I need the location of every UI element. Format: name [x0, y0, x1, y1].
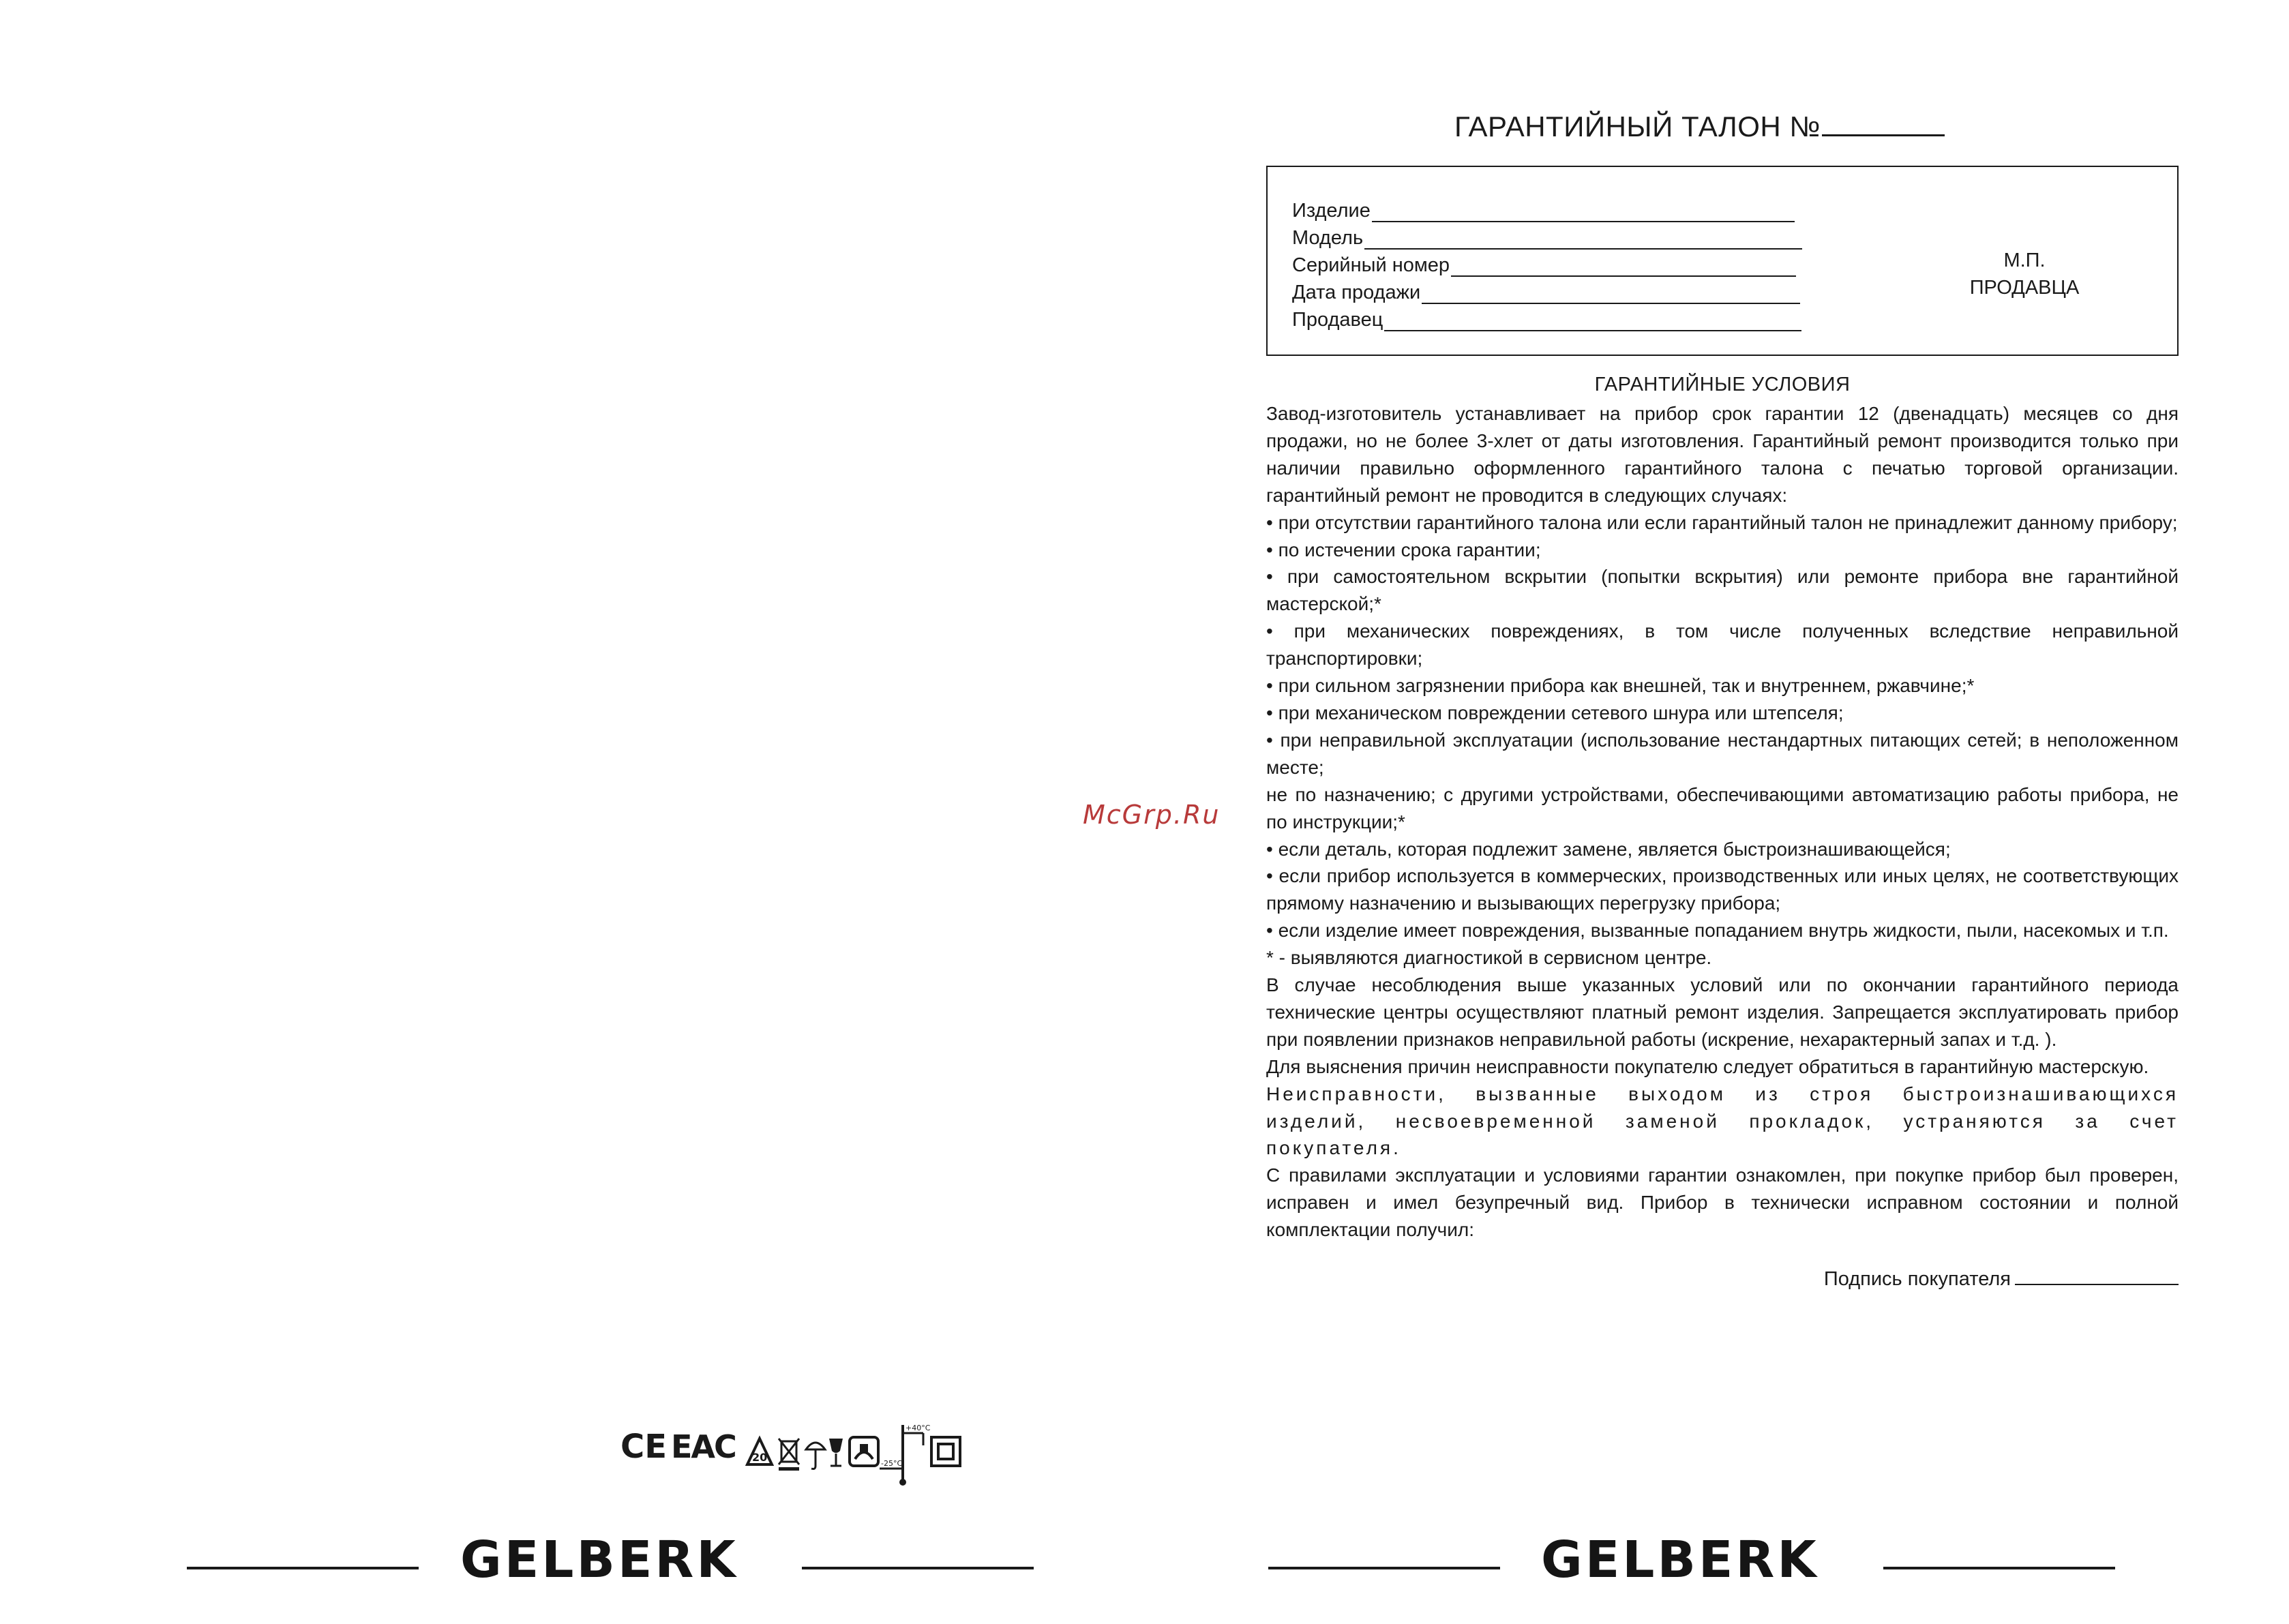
stamp-line-1: М.П. [2003, 250, 2046, 271]
brand-rule-left-b [802, 1567, 1034, 1569]
brand-rule-right-a [1268, 1567, 1500, 1569]
condition-paragraph: • при механических повреждениях, в том числе полученных вследствие неправильной транспортировки; [1266, 620, 2179, 670]
condition-paragraph: • по истечении срока гарантии; [1266, 539, 1541, 560]
condition-paragraph: • если деталь, которая подлежит замене, является быстроизнашивающейся; [1266, 838, 1951, 860]
card-number-line [1822, 114, 1945, 136]
weee-bin-icon [779, 1439, 799, 1471]
thermometer-icon [880, 1424, 931, 1486]
condition-paragraph: • если изделие имеет повреждения, вызванные попаданием внутрь жидкости, пыли, насекомых и т.п. [1266, 920, 2169, 942]
field-model-label: Модель [1292, 227, 1364, 249]
certification-icons [620, 1418, 1009, 1486]
brand-rule-left-a [187, 1567, 419, 1569]
temp-low-label: -25°C [881, 1459, 903, 1468]
conditions-heading: ГАРАНТИЙНЫЕ УСЛОВИЯ [1594, 374, 1851, 395]
brand-logo-right: GELBERK [1541, 1531, 1819, 1589]
condition-paragraph: • если прибор используется в коммерческих, производственных или иных целях, не соответствующих прямому назначению и вызывающих перегрузку прибора; [1266, 865, 2179, 914]
signature-label: Подпись покупателя [1823, 1268, 2011, 1290]
title-text: ГАРАНТИЙНЫЙ ТАЛОН № [1454, 110, 1821, 142]
stamp-line-2: ПРОДАВЦА [1969, 277, 2080, 299]
field-seller [1292, 309, 1801, 331]
eac-mark-text: EAC [671, 1428, 736, 1465]
ce-mark-text: CE [620, 1428, 668, 1466]
field-serial-line [1451, 258, 1796, 277]
condition-paragraph: Завод-изготовитель устанавливает на прибор срок гарантии 12 (двенадцать) месяцев со дня продажи, но не более 3-хлет от даты изготовления. Гарантийный ремонт производится только при наличии правильно оформленного гарантийного талона с печатью торговой организации. гарантийный ремонт не проводится в следующих случаях: [1266, 403, 2179, 506]
field-sale-date-label: Дата продажи [1292, 282, 1421, 303]
field-sale-date-line [1422, 285, 1800, 304]
eac-mark-icon [671, 1428, 736, 1465]
field-model-line [1364, 230, 1802, 250]
condition-paragraph: • при механическом повреждении сетевого шнура или штепселя; [1266, 702, 1844, 723]
field-product-label: Изделие [1292, 200, 1371, 222]
seller-stamp-area [1881, 247, 2168, 301]
buyer-signature [1636, 1267, 2179, 1291]
field-seller-line [1384, 312, 1801, 331]
condition-paragraph: С правилами эксплуатации и условиями гарантии ознакомлен, при покупке прибор был проверен, исправен и имел безупречный вид. Прибор в технически исправном состоянии и полной комплектации получил: [1266, 1164, 2179, 1241]
condition-paragraph: не по назначению; с другими устройствами, обеспечивающими автоматизацию работы прибора, не по инструкции;* [1266, 783, 2179, 832]
recycle-icon [747, 1439, 772, 1464]
condition-paragraph: В случае несоблюдения выше указанных условий или по окончании гарантийного периода технические центры осуществляют платный ремонт изделия. Запрещается эксплуатировать прибор при появлении признаков неправильной работы (искрение, нехарактерный запах и т.д. ). [1266, 974, 2179, 1050]
field-serial-label: Серийный номер [1292, 254, 1450, 276]
field-product [1292, 200, 1795, 222]
product-info-box [1266, 166, 2179, 356]
field-product-line [1372, 203, 1795, 222]
signature-line [2015, 1267, 2179, 1285]
field-serial [1292, 254, 1796, 277]
ce-mark-icon [620, 1428, 667, 1466]
keep-dry-icon [806, 1443, 825, 1469]
field-model [1292, 227, 1802, 250]
conditions-text [1266, 400, 2179, 1244]
condition-paragraph: • при самостоятельном вскрытии (попытки вскрытия) или ремонте прибора вне гарантийной мастерской;* [1266, 566, 2179, 615]
fragile-glass-icon [829, 1439, 843, 1466]
condition-paragraph: • при неправильной эксплуатации (использование нестандартных питающих сетей; в неположенном месте; [1266, 729, 2179, 778]
recycle-number: 20 [752, 1451, 768, 1464]
condition-paragraph: • при сильном загрязнении прибора как внешней, так и внутреннем, ржавчине;* [1266, 675, 1975, 697]
condition-paragraph: Неисправности, вызванные выходом из строя быстроизнашивающихся изделий, несвоевременной заменой прокладок, устраняются за счет покупателя. [1266, 1083, 2179, 1159]
brand-rule-right-b [1883, 1567, 2115, 1569]
condition-paragraph: * - выявляются диагностикой в сервисном центре. [1266, 947, 1712, 969]
handle-with-care-icon [850, 1437, 878, 1466]
watermark-text: McGrp.Ru [1083, 800, 1221, 830]
field-seller-label: Продавец [1292, 309, 1383, 331]
temp-high-label: +40°C [906, 1424, 931, 1432]
field-sale-date [1292, 282, 1800, 304]
condition-paragraph: Для выяснения причин неисправности покупателю следует обратиться в гарантийную мастерскую. [1266, 1055, 2149, 1077]
condition-paragraph: • при отсутствии гарантийного талона или если гарантийный талон не принадлежит данному прибору; [1266, 511, 2178, 533]
warranty-card-title [1265, 110, 2134, 143]
double-insulation-icon [931, 1437, 960, 1466]
brand-logo-left: GELBERK [460, 1531, 738, 1589]
